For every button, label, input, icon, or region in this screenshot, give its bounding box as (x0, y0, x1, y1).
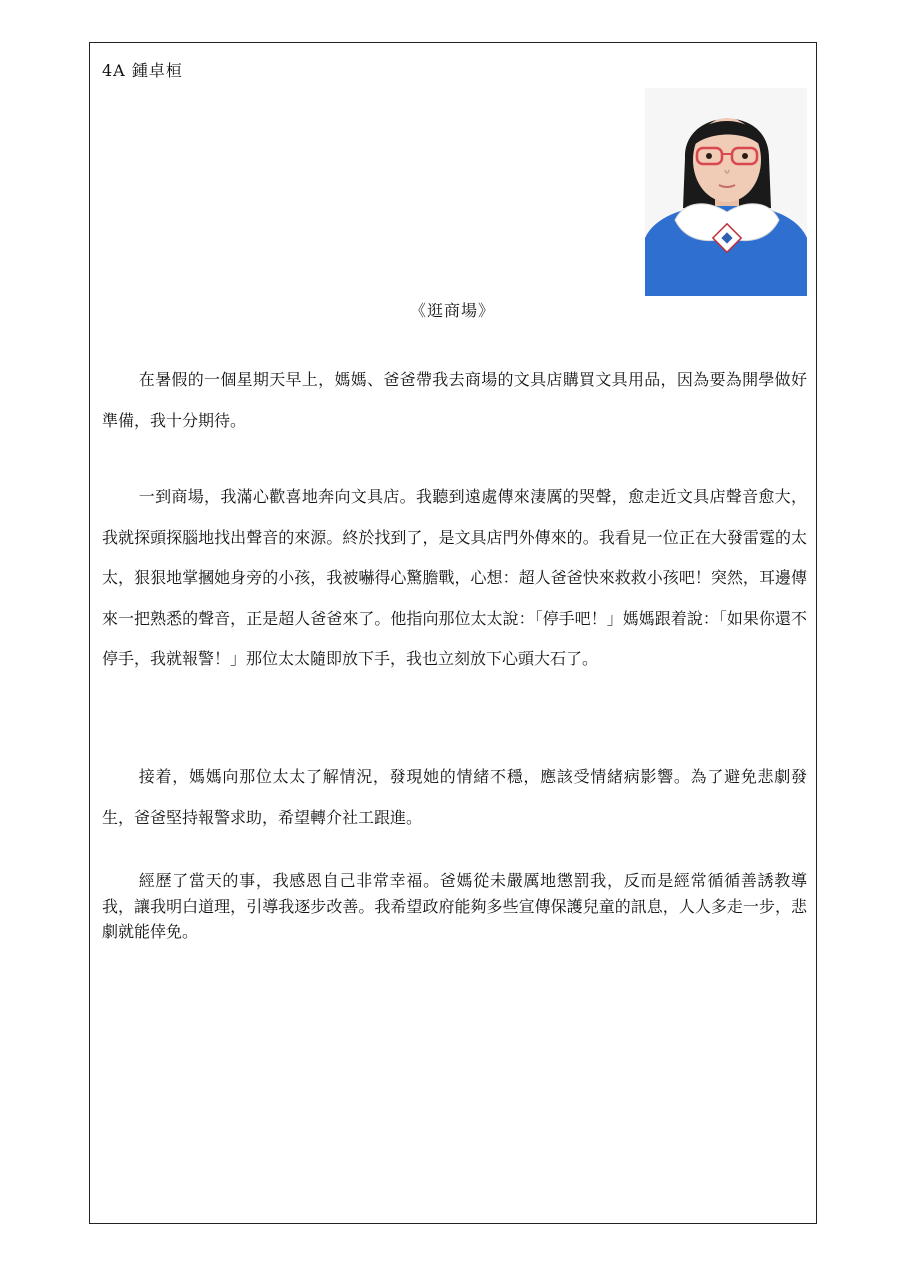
essay-paragraph-1: 在暑假的一個星期天早上，媽媽、爸爸帶我去商場的文具店購買文具用品，因為要為開學做好準備，我十分期待。 (102, 370, 807, 430)
essay-paragraph-4: 經歷了當天的事，我感恩自己非常幸福。爸媽從未嚴厲地懲罰我，反而是經常循循善誘教導我，讓我明白道理，引導我逐步改善。我希望政府能夠多些宣傳保護兒童的訊息，人人多走一步，悲劇就能倖免。 (102, 871, 807, 941)
student-name-label: 4A 鍾卓桓 (102, 61, 183, 80)
essay-paragraph-3: 接着，媽媽向那位太太了解情況，發現她的情緒不穩，應該受情緒病影響。為了避免悲劇發生，爸爸堅持報警求助，希望轉介社工跟進。 (102, 767, 807, 827)
student-portrait (645, 88, 807, 296)
student-photo (645, 88, 807, 296)
essay-title: 《逛商場》 (409, 301, 495, 320)
essay-paragraph-2: 一到商場，我滿心歡喜地奔向文具店。我聽到遠處傳來淒厲的哭聲，愈走近文具店聲音愈大，我就探頭探腦地找出聲音的來源。終於找到了，是文具店門外傳來的。我看見一位正在大發雷霆的太太，狠狠地掌摑她身旁的小孩，我被嚇得心驚膽戰，心想：超人爸爸快來救救小孩吧！突然，耳邊傳來一把熟悉的聲音，正是超人爸爸來了。他指向那位太太說：「停手吧！」媽媽跟着說：「如果你還不停手，我就報警！」那位太太隨即放下手，我也立刻放下心頭大石了。 (102, 487, 807, 668)
